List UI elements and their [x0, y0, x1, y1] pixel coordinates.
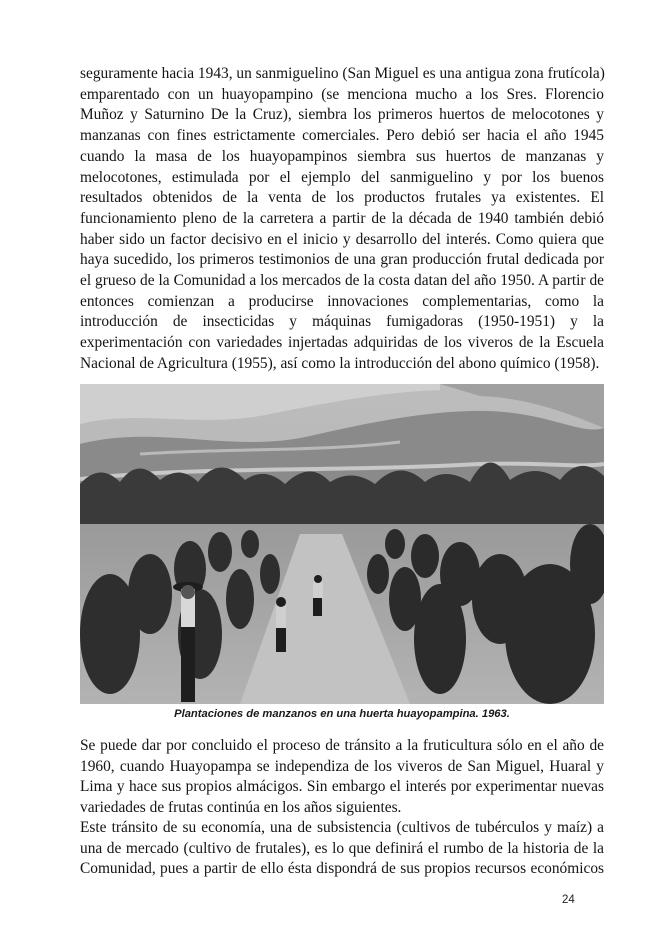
text-line: introducción de insecticidas y máquinas fumigadoras (1950-1951) y la	[80, 313, 604, 331]
text-line: experimentación con variedades injertadas adquiridas de los viveros de la Escuela	[80, 334, 604, 352]
text-line: variedades de frutas continúa en los años siguientes.	[80, 799, 402, 817]
body-paragraph-2	[80, 736, 604, 819]
body-paragraph-1	[80, 64, 604, 375]
text-line: cuando la masa de los huayopampinos siembra sus huertos de manzanas y	[80, 147, 604, 165]
body-paragraph-3	[80, 818, 604, 880]
text-line: Se puede dar por concluido el proceso de tránsito a la fruticultura sólo en el año de	[80, 737, 604, 754]
text-line: funcionamiento pleno de la carretera a partir de la década de 1940 también debió	[80, 209, 604, 227]
figure-caption: Plantaciones de manzanos en una huerta huayopampina. 1963.	[174, 708, 510, 720]
text-line: melocotones, estimulada por el ejemplo del sanmiguelino y por los buenos	[80, 168, 604, 186]
page-number: 24	[562, 894, 575, 906]
text-line: haya sucedido, los primeros testimonios de una gran producción frutal dedicada por	[80, 251, 604, 269]
text-line: el grueso de la Comunidad a los mercados de la costa datan del año 1950. A partir de	[80, 272, 604, 290]
text-line: Lima y hace sus propios almácigos. Sin embargo el interés por experimentar nuevas	[80, 778, 604, 796]
text-line: Este tránsito de su economía, una de subsistencia (cultivos de tubérculos y maíz) a	[80, 819, 604, 836]
text-line: haber sido un factor decisivo en el inicio y desarrollo del interés. Como quiera que	[80, 230, 604, 248]
text-line: Comunidad, pues a partir de ello ésta dispondrá de sus propios recursos económicos	[80, 860, 604, 878]
text-line: 1960, cuando Huayopampa se independiza de los viveros de San Miguel, Huaral y	[80, 757, 604, 775]
text-line: manzanas con fines estrictamente comerciales. Pero debió ser hacia el año 1945	[80, 127, 604, 145]
text-line: una de mercado (cultivo de frutales), es lo que definirá el rumbo de la historia de la	[80, 839, 604, 857]
orchard-photo-illustration	[80, 384, 604, 704]
text-line: Nacional de Agricultura (1955), así como la introducción del abono químico (1958).	[80, 354, 600, 372]
text-line: seguramente hacia 1943, un sanmiguelino (San Miguel es una antigua zona frutícola)	[80, 65, 605, 82]
text-line: Muñoz y Saturnino De la Cruz), siembra los primeros huertos de melocotones y	[80, 106, 604, 124]
orchard-photograph	[80, 384, 604, 704]
text-line: resultados obtenidos de la venta de los productos frutales ya existentes. El	[80, 189, 604, 207]
text-line: emparentado con un huayopampino (se menciona mucho a los Sres. Florencio	[80, 85, 604, 103]
text-line: entonces comienzan a producirse innovaciones complementarias, como la	[80, 292, 604, 310]
